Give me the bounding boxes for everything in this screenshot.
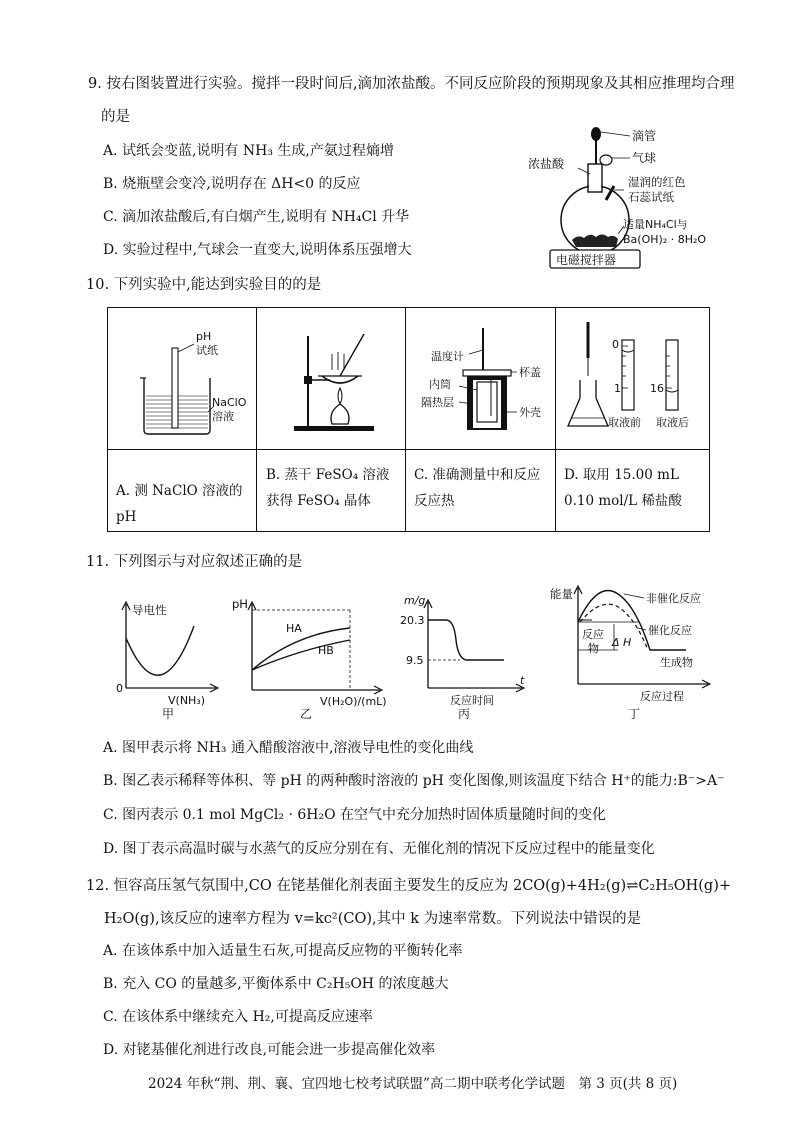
label-paper-2: 石蕊试纸: [628, 190, 674, 204]
cup-lid: [463, 370, 511, 376]
q10-cell-a: A. 测 NaClO 溶液的 pH: [116, 483, 243, 525]
label-inner: 内筒: [429, 378, 451, 391]
label-solution: 溶液: [212, 410, 234, 423]
reading-1: 1: [614, 382, 621, 395]
q11-option-d: D. 图丁表示高温时碳与水蒸气的反应分别在有、无催化剂的情况下反应过程中的能量变化: [103, 841, 655, 857]
reading-16: 16: [650, 382, 664, 395]
bing-curve: [428, 620, 504, 660]
page-footer: 2024 年秋“荆、荆、襄、宜四地七校考试联盟”高二期中联考化学试题 第 3 页(共 8 页): [148, 1076, 678, 1092]
fig-d-burette: [566, 316, 706, 441]
graph-yi: [228, 590, 388, 720]
label-reagent-1: 适量NH₄Cl与: [623, 218, 688, 231]
yi-name: 乙: [300, 707, 313, 720]
ph-paper: [172, 348, 178, 428]
label-balloon: 气球: [632, 151, 657, 165]
label-reagent-2: Ba(OH)₂ · 8H₂O: [623, 233, 707, 246]
bing-t: t: [520, 674, 525, 687]
q10-cell-b: B. 蒸干 FeSO₄ 溶液获得 FeSO₄ 晶体: [266, 467, 390, 509]
q12-option-c: C. 在该体系中继续充入 H₂,可提高反应速率: [103, 1009, 373, 1025]
q10-stem: 10. 下列实验中,能达到实验目的的是: [86, 277, 322, 293]
jia-ylabel: 导电性: [132, 603, 167, 617]
alcohol-lamp: [331, 404, 349, 424]
ding-product: 生成物: [660, 656, 693, 669]
hb-curve: [252, 640, 350, 670]
q12-option-a: A. 在该体系中加入适量生石灰,可提高反应物的平衡转化率: [103, 943, 463, 959]
label-acid: 浓盐酸: [528, 157, 565, 171]
q9-stem-line1: 9. 按右图装置进行实验。搅拌一段时间后,滴加浓盐酸。不同反应阶段的预期现象及其相应推理均合理: [88, 76, 735, 92]
q9-apparatus-figure: [528, 122, 728, 272]
q9-stem-line2: 的是: [101, 109, 130, 125]
bing-name: 丙: [458, 707, 471, 720]
q9-option-b: B. 烧瓶壁会变冷,说明存在 ΔH<0 的反应: [103, 176, 361, 192]
q12-option-b: B. 充入 CO 的量越多,平衡体系中 C₂H₅OH 的浓度越大: [103, 976, 449, 992]
fig-c-calorimeter: [413, 320, 553, 440]
label-naclo: NaClO: [212, 396, 247, 409]
bing-ylabel: m/g: [404, 594, 426, 607]
bing-v1: 20.3: [400, 614, 425, 627]
yi-xlabel: V(H₂O)/(mL): [320, 695, 387, 708]
label-dropper: 滴管: [632, 129, 657, 143]
q12-option-d: D. 对铑基催化剂进行改良,可能会进一步提高催化效率: [103, 1042, 436, 1058]
bing-v2: 9.5: [406, 654, 424, 667]
jia-origin: 0: [116, 682, 123, 695]
yi-ylabel: pH: [232, 597, 248, 611]
q9-option-c: C. 滴加浓盐酸后,有白烟产生,说明有 NH₄Cl 升华: [103, 209, 410, 225]
label-thermometer: 温度计: [431, 350, 464, 363]
q11-option-c: C. 图丙表示 0.1 mol MgCl₂ · 6H₂O 在空气中充分加热时固体质量随时间的变化: [103, 807, 607, 823]
reading-0: 0: [612, 338, 619, 351]
q10-table: [107, 307, 710, 532]
solid-reagents: [572, 235, 618, 248]
label-paper: 试纸: [196, 344, 218, 357]
ding-noncat: 非催化反应: [646, 592, 701, 605]
graph-jia: [112, 598, 222, 720]
q9-option-a: A. 试纸会变蓝,说明有 NH₃ 生成,产氨过程熵增: [103, 143, 394, 159]
yi-ha: HA: [286, 622, 302, 635]
ding-name: 丁: [628, 707, 641, 721]
fig-a-beaker: [128, 326, 248, 441]
q9-option-d: D. 实验过程中,气球会一直变大,说明体系压强增大: [103, 242, 412, 258]
dropper-bulb: [591, 127, 601, 141]
ding-xlabel: 反应过程: [640, 690, 684, 703]
label-before: 取液前: [608, 416, 641, 429]
ding-react-1: 反应: [582, 628, 604, 641]
label-shell: 外壳: [519, 406, 541, 419]
jia-curve: [126, 626, 194, 675]
q10-cell-d: D. 取用 15.00 mL 0.10 mol/L 稀盐酸: [564, 467, 682, 509]
q11-option-b: B. 图乙表示稀释等体积、等 pH 的两种酸时溶液的 pH 变化图像,则该温度下结合 H⁺的能力:B⁻>A⁻: [103, 773, 725, 789]
graph-ding: [548, 580, 718, 722]
label-ph: pH: [196, 330, 212, 343]
label-insulation: 隔热层: [421, 396, 454, 409]
ding-dh: Δ H: [612, 636, 632, 649]
ding-ylabel: 能量: [550, 587, 573, 601]
jia-xlabel: V(NH₃): [168, 694, 206, 707]
q12-stem-line1: 12. 恒容高压氢气氛围中,CO 在铑基催化剂表面主要发生的反应为 2CO(g)+4H₂(g)⇌C₂H₅OH(g)+: [86, 878, 731, 894]
label-paper-1: 湿润的红色: [628, 175, 686, 189]
q11-stem: 11. 下列图示与对应叙述正确的是: [86, 554, 303, 570]
label-lid: 杯盖: [519, 366, 541, 379]
bing-xlabel: 反应时间: [450, 694, 494, 707]
label-stirrer: 电磁搅拌器: [556, 253, 617, 267]
conical-flask: [568, 380, 608, 426]
evaporating-dish: [322, 376, 358, 383]
ding-react-2: 物: [588, 642, 599, 655]
q11-option-a: A. 图甲表示将 NH₃ 通入醋酸溶液中,溶液导电性的变化曲线: [103, 740, 474, 756]
jia-name: 甲: [162, 707, 175, 720]
balloon: [600, 155, 612, 165]
q10-cell-c: C. 准确测量中和反应反应热: [414, 467, 541, 509]
ding-cat: 催化反应: [648, 624, 692, 637]
yi-hb: HB: [318, 644, 334, 657]
graph-bing: [400, 590, 530, 720]
fig-b-evaporation: [268, 326, 398, 441]
q12-stem-line2: H₂O(g),该反应的速率方程为 v=kc²(CO),其中 k 为速率常数。下列说法中错误的是: [104, 911, 642, 927]
label-after: 取液后: [656, 416, 689, 429]
